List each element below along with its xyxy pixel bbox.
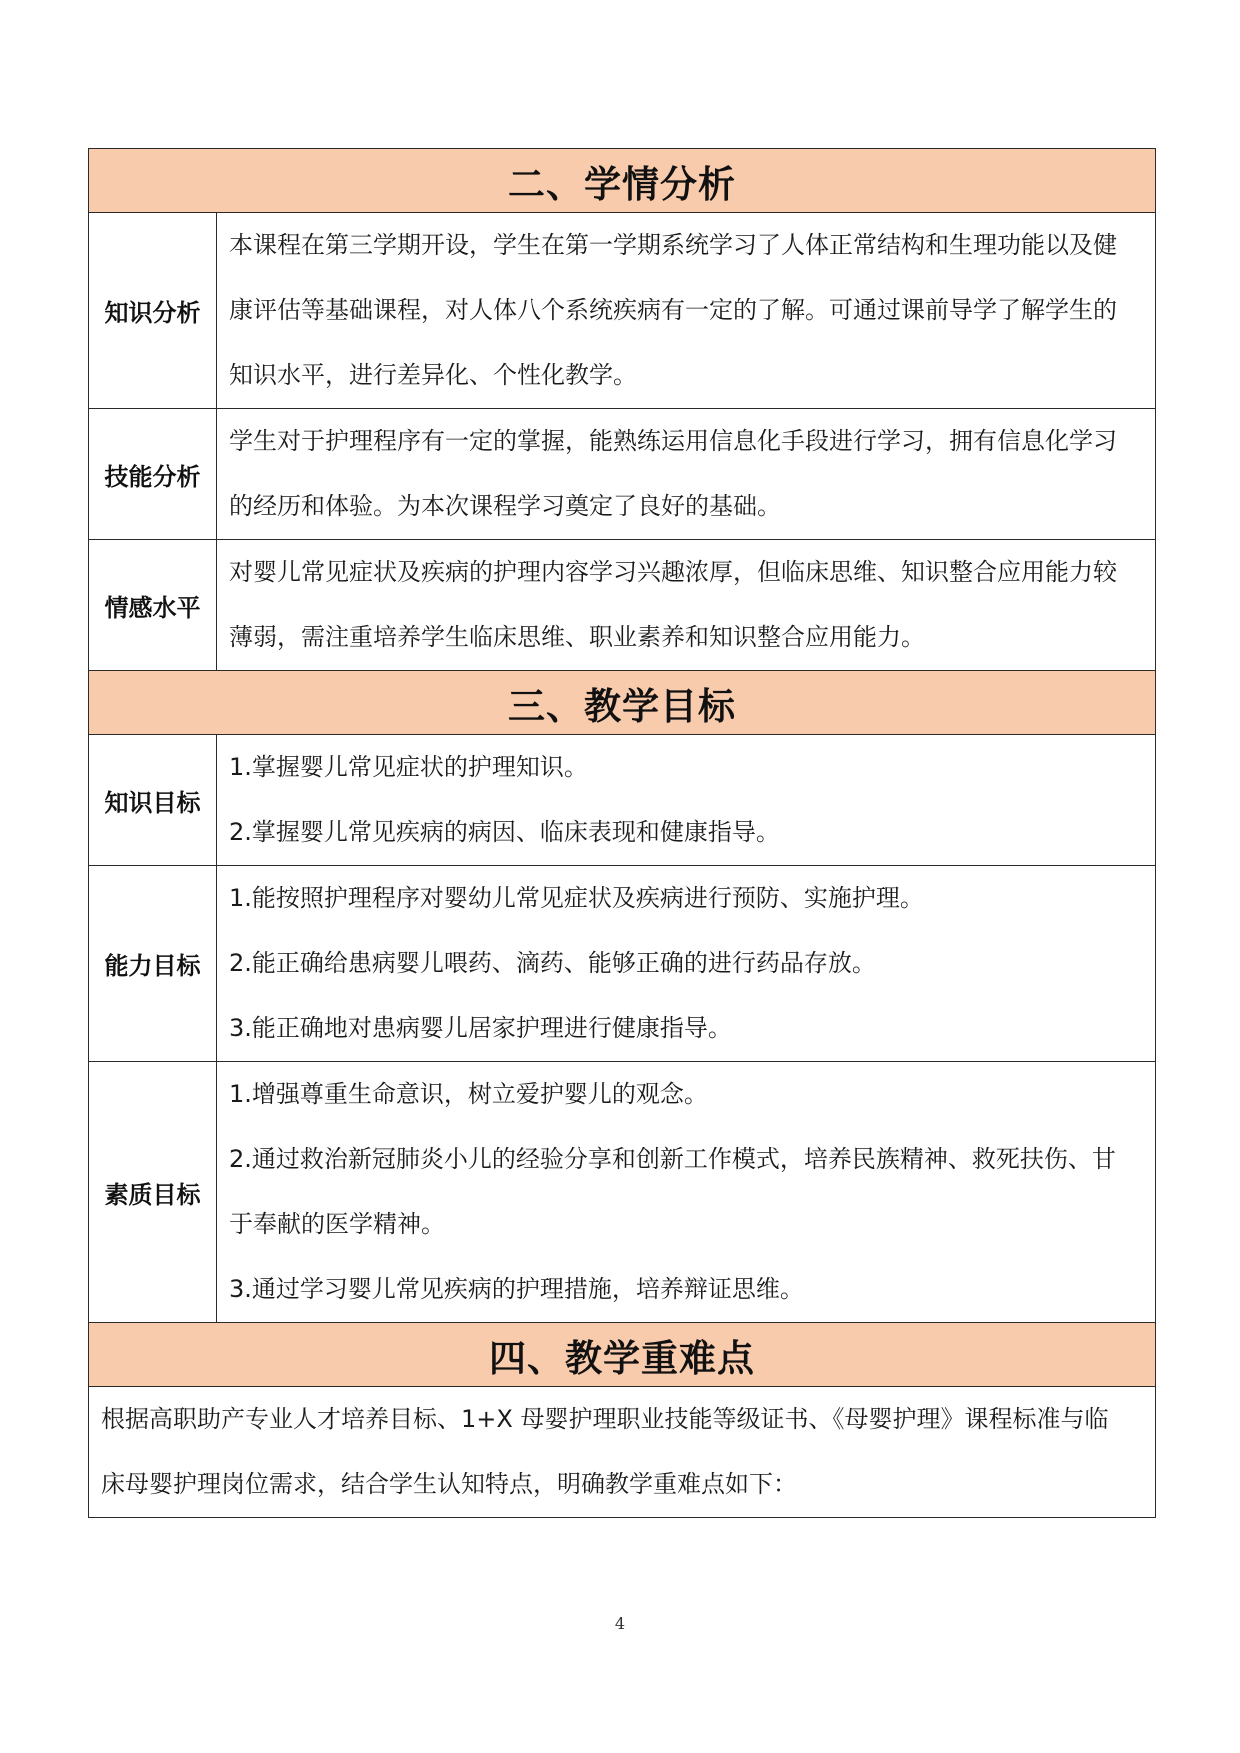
content-line: 学生对于护理程序有一定的掌握，能熟练运用信息化手段进行学习，拥有信息化学习	[229, 427, 1117, 455]
content-line: 1.能按照护理程序对婴幼儿常见症状及疾病进行预防、实施护理。	[229, 884, 924, 912]
content-line: 3.能正确地对患病婴儿居家护理进行健康指导。	[229, 1014, 732, 1042]
row-label-skill-analysis: 技能分析	[89, 409, 217, 540]
row-label-quality-goal: 素质目标	[89, 1062, 217, 1323]
row-content-quality-goal	[217, 1062, 1156, 1323]
content-line: 3.通过学习婴儿常见疾病的护理措施，培养辩证思维。	[229, 1275, 804, 1303]
content-line: 2.掌握婴儿常见疾病的病因、临床表现和健康指导。	[229, 818, 780, 846]
content-line: 于奉献的医学精神。	[229, 1210, 445, 1238]
section-4-content	[89, 1387, 1156, 1518]
content-line: 对婴儿常见症状及疾病的护理内容学习兴趣浓厚，但临床思维、知识整合应用能力较	[229, 558, 1117, 586]
row-label-emotional-level: 情感水平	[89, 540, 217, 671]
row-content-knowledge-goal	[217, 735, 1156, 866]
content-line: 床母婴护理岗位需求，结合学生认知特点，明确教学重难点如下：	[101, 1470, 797, 1498]
content-line: 本课程在第三学期开设，学生在第一学期系统学习了人体正常结构和生理功能以及健	[229, 231, 1117, 259]
row-label-knowledge-goal: 知识目标	[89, 735, 217, 866]
table-row	[89, 1062, 1156, 1323]
content-line: 1.掌握婴儿常见症状的护理知识。	[229, 753, 588, 781]
table-row	[89, 735, 1156, 866]
content-line: 2.能正确给患病婴儿喂药、滴药、能够正确的进行药品存放。	[229, 949, 876, 977]
row-content-emotional-level	[217, 540, 1156, 671]
table-row	[89, 213, 1156, 409]
content-line: 知识水平，进行差异化、个性化教学。	[229, 361, 637, 389]
content-line: 薄弱，需注重培养学生临床思维、职业素养和知识整合应用能力。	[229, 623, 925, 651]
row-content-skill-analysis	[217, 409, 1156, 540]
row-content-knowledge-analysis	[217, 213, 1156, 409]
content-line: 根据高职助产专业人才培养目标、1+X 母婴护理职业技能等级证书、《母婴护理》课程标准与临	[101, 1405, 1109, 1433]
content-line: 康评估等基础课程，对人体八个系统疾病有一定的了解。可通过课前导学了解学生的	[229, 296, 1117, 324]
content-line: 1.增强尊重生命意识，树立爱护婴儿的观念。	[229, 1080, 708, 1108]
content-line: 的经历和体验。为本次课程学习奠定了良好的基础。	[229, 492, 781, 520]
row-label-ability-goal: 能力目标	[89, 866, 217, 1062]
lesson-plan-table	[88, 148, 1156, 1518]
section-4-heading: 四、教学重难点	[89, 1323, 1156, 1387]
row-content-ability-goal	[217, 866, 1156, 1062]
section-3-heading: 三、教学目标	[89, 671, 1156, 735]
page-number: 4	[614, 1614, 626, 1633]
content-line: 2.通过救治新冠肺炎小儿的经验分享和创新工作模式，培养民族精神、救死扶伤、甘	[229, 1145, 1116, 1173]
section-2-heading: 二、学情分析	[89, 149, 1156, 213]
table-row	[89, 540, 1156, 671]
row-label-knowledge-analysis: 知识分析	[89, 213, 217, 409]
table-row	[89, 1387, 1156, 1518]
table-row	[89, 409, 1156, 540]
table-row	[89, 866, 1156, 1062]
